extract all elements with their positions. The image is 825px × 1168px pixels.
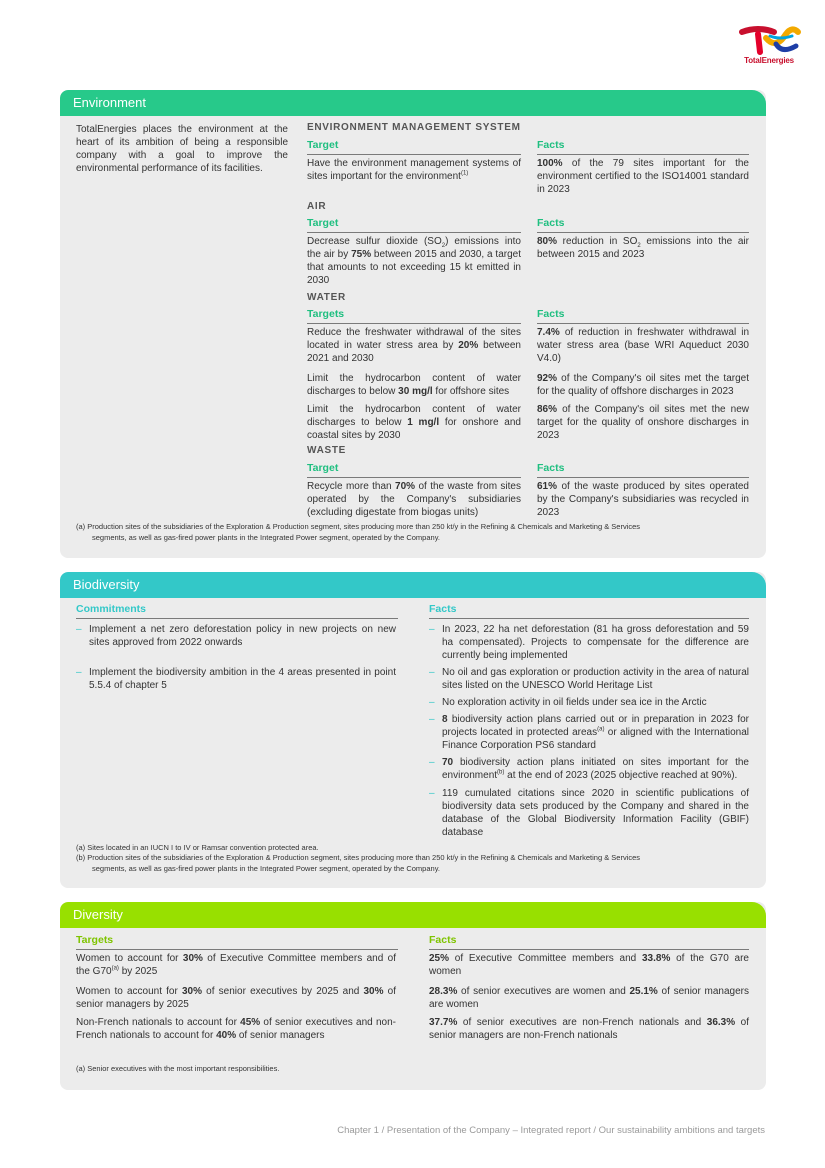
diversity-target-1: Women to account for 30% of Executive Committee members and of the G70$^{(a)}$ by 2025 — [76, 953, 396, 977]
fact-item: No exploration activity in oil fields under sea ice in the Arctic — [442, 697, 707, 708]
biodiversity-footnote-b-cont: segments, as well as gas-fired power plants in the Integrated Power segment, operated by the Company. — [92, 864, 440, 873]
water-target-3: Limit the hydrocarbon content of water discharges to below 1 mg/l for onshore and coastal sites by 2030 — [307, 404, 521, 441]
biodiversity-title: Biodiversity — [60, 572, 766, 598]
page-footer: Chapter 1 / Presentation of the Company – Integrated report / Our sustainability ambitions and targets — [337, 1125, 765, 1136]
ems-heading: ENVIRONMENT MANAGEMENT SYSTEM — [307, 122, 521, 133]
ems-facts-label: Facts — [537, 139, 565, 151]
divider — [537, 323, 749, 324]
water-targets-label: Targets — [307, 308, 345, 320]
air-facts-label: Facts — [537, 217, 565, 229]
fact-item: 70 biodiversity action plans initiated on sites important for the environment$^{(b)}$ at the end of 2023 (2025 objective reached at 90%). — [442, 757, 749, 781]
diversity-target-2: Women to account for 30% of senior executives by 2025 and 30% of senior managers by 2025 — [76, 986, 397, 1010]
diversity-fact-1: 25% of Executive Committee members and 33.8% of the G70 are women — [429, 953, 749, 977]
air-heading: AIR — [307, 201, 327, 212]
diversity-panel — [60, 902, 766, 1090]
bullet-dash: – — [429, 757, 435, 768]
divider — [307, 323, 521, 324]
divider — [76, 949, 398, 950]
bullet-dash: – — [429, 697, 435, 708]
bullet-dash: – — [429, 714, 435, 725]
divider — [537, 232, 749, 233]
bullet-dash: – — [429, 788, 435, 799]
fact-item: 8 biodiversity action plans carried out or in preparation in 2023 for projects located in protected areas$^{(a)}$ or aligned with the International Finance Corporation PS6 standard — [442, 714, 749, 751]
environment-title: Environment — [60, 90, 766, 116]
divider — [537, 154, 749, 155]
diversity-footnote: (a) Senior executives with the most important responsibilities. — [76, 1064, 280, 1073]
diversity-target-3: Non-French nationals to account for 45% of senior executives and non-French nationals to account for 40% of senior managers — [76, 1017, 396, 1041]
water-fact-2: 92% of the Company's oil sites met the target for the quality of offshore discharges in 2023 — [537, 373, 749, 397]
commitment-item: Implement a net zero deforestation policy in new projects on new sites approved from 2022 onwards — [89, 624, 396, 648]
waste-target-label: Target — [307, 462, 339, 474]
waste-fact-text: 61% of the waste produced by sites operated by the Company's subsidiaries was recycled in 2023 — [537, 481, 749, 518]
water-target-1: Reduce the freshwater withdrawal of the sites located in water stress area by 20% between 2021 and 2030 — [307, 327, 521, 364]
air-fact-text: 80% reduction in $SO_2$ emissions into the air between 2015 and 2023 — [537, 236, 749, 260]
water-target-2: Limit the hydrocarbon content of water discharges to below 30 mg/l for offshore sites — [307, 373, 521, 397]
environment-footnote-a: (a) Production sites of the subsidiaries of the Exploration & Production segment, sites producing more than 250 kt/y in the Refining & Chemicals and Marketing & Services — [76, 522, 641, 531]
divider — [429, 949, 749, 950]
diversity-fact-2: 28.3% of senior executives are women and 25.1% of senior managers are women — [429, 986, 749, 1010]
diversity-targets-label: Targets — [76, 934, 114, 946]
waste-facts-label: Facts — [537, 462, 565, 474]
air-target-label: Target — [307, 217, 339, 229]
ems-fact-text: 100% of the 79 sites important for the environment certified to the ISO14001 standard in 2023 — [537, 158, 749, 195]
waste-target-text: Recycle more than 70% of the waste from sites operated by the Company's subsidiaries (excluding digestate from biogas units) — [307, 481, 521, 518]
waste-heading: WASTE — [307, 445, 347, 456]
divider — [429, 618, 749, 619]
commitment-item: Implement the biodiversity ambition in the 4 areas presented in point 5.5.4 of chapter 5 — [89, 667, 396, 691]
fact-item: No oil and gas exploration or production activity in the area of natural sites listed on the UNESCO World Heritage List — [442, 667, 749, 691]
environment-footnote-a-cont: segments, as well as gas-fired power plants in the Integrated Power segment, operated by the Company. — [92, 533, 440, 542]
water-facts-label: Facts — [537, 308, 565, 320]
fact-item: 119 cumulated citations since 2020 in scientific publications of biodiversity data sets produced by the Company and shared in the database of the Global Biodiversity Information Facility (GBIF) database — [442, 788, 749, 838]
commitments-label: Commitments — [76, 603, 147, 615]
divider — [537, 477, 749, 478]
divider — [76, 618, 398, 619]
biodiversity-footnote-b: (b) Production sites of the subsidiaries of the Exploration & Production segment, sites producing more than 250 kt/y in the Refining & Chemicals and Marketing & Services — [76, 853, 641, 862]
brand-name: TotalEnergies — [744, 56, 794, 65]
water-fact-1: 7.4% of reduction in freshwater withdrawal in water stress area (base WRI Aqueduct 2030 V4.0) — [537, 327, 749, 364]
ems-target-text: Have the environment management systems of sites important for the environment$^{(1)}$ — [307, 158, 521, 182]
bullet-dash: – — [429, 667, 435, 678]
biodiversity-panel — [60, 572, 766, 888]
biodiversity-facts-label: Facts — [429, 603, 457, 615]
environment-intro: TotalEnergies places the environment at the heart of its ambition of being a responsible company with a goal to improve the environmental performance of its facilities. — [76, 124, 288, 174]
biodiversity-footnote-a: (a) Sites located in an IUCN I to IV or Ramsar convention protected area. — [76, 843, 319, 852]
bullet-dash: – — [76, 667, 82, 678]
diversity-facts-label: Facts — [429, 934, 457, 946]
environment-panel — [60, 90, 766, 558]
water-fact-3: 86% of the Company's oil sites met the new target for the quality of onshore discharges in 2023 — [537, 404, 749, 441]
air-target-text: Decrease sulfur dioxide $(SO_2)$ emissions into the air by 75% between 2015 and 2030, a target that amounts to not exceeding 15 kt emitted in 2030 — [307, 236, 521, 286]
divider — [307, 232, 521, 233]
divider — [307, 154, 521, 155]
bullet-dash: – — [76, 624, 82, 635]
fact-item: In 2023, 22 ha net deforestation (81 ha gross deforestation and 59 ha compensated). Projects to compensate for the difference are currently being implemented — [442, 624, 749, 661]
divider — [307, 477, 521, 478]
water-heading: WATER — [307, 292, 346, 303]
diversity-title: Diversity — [60, 902, 766, 928]
ems-target-label: Target — [307, 139, 339, 151]
diversity-fact-3: 37.7% of senior executives are non-French nationals and 36.3% of senior managers are non-French nationals — [429, 1017, 749, 1041]
bullet-dash: – — [429, 624, 435, 635]
